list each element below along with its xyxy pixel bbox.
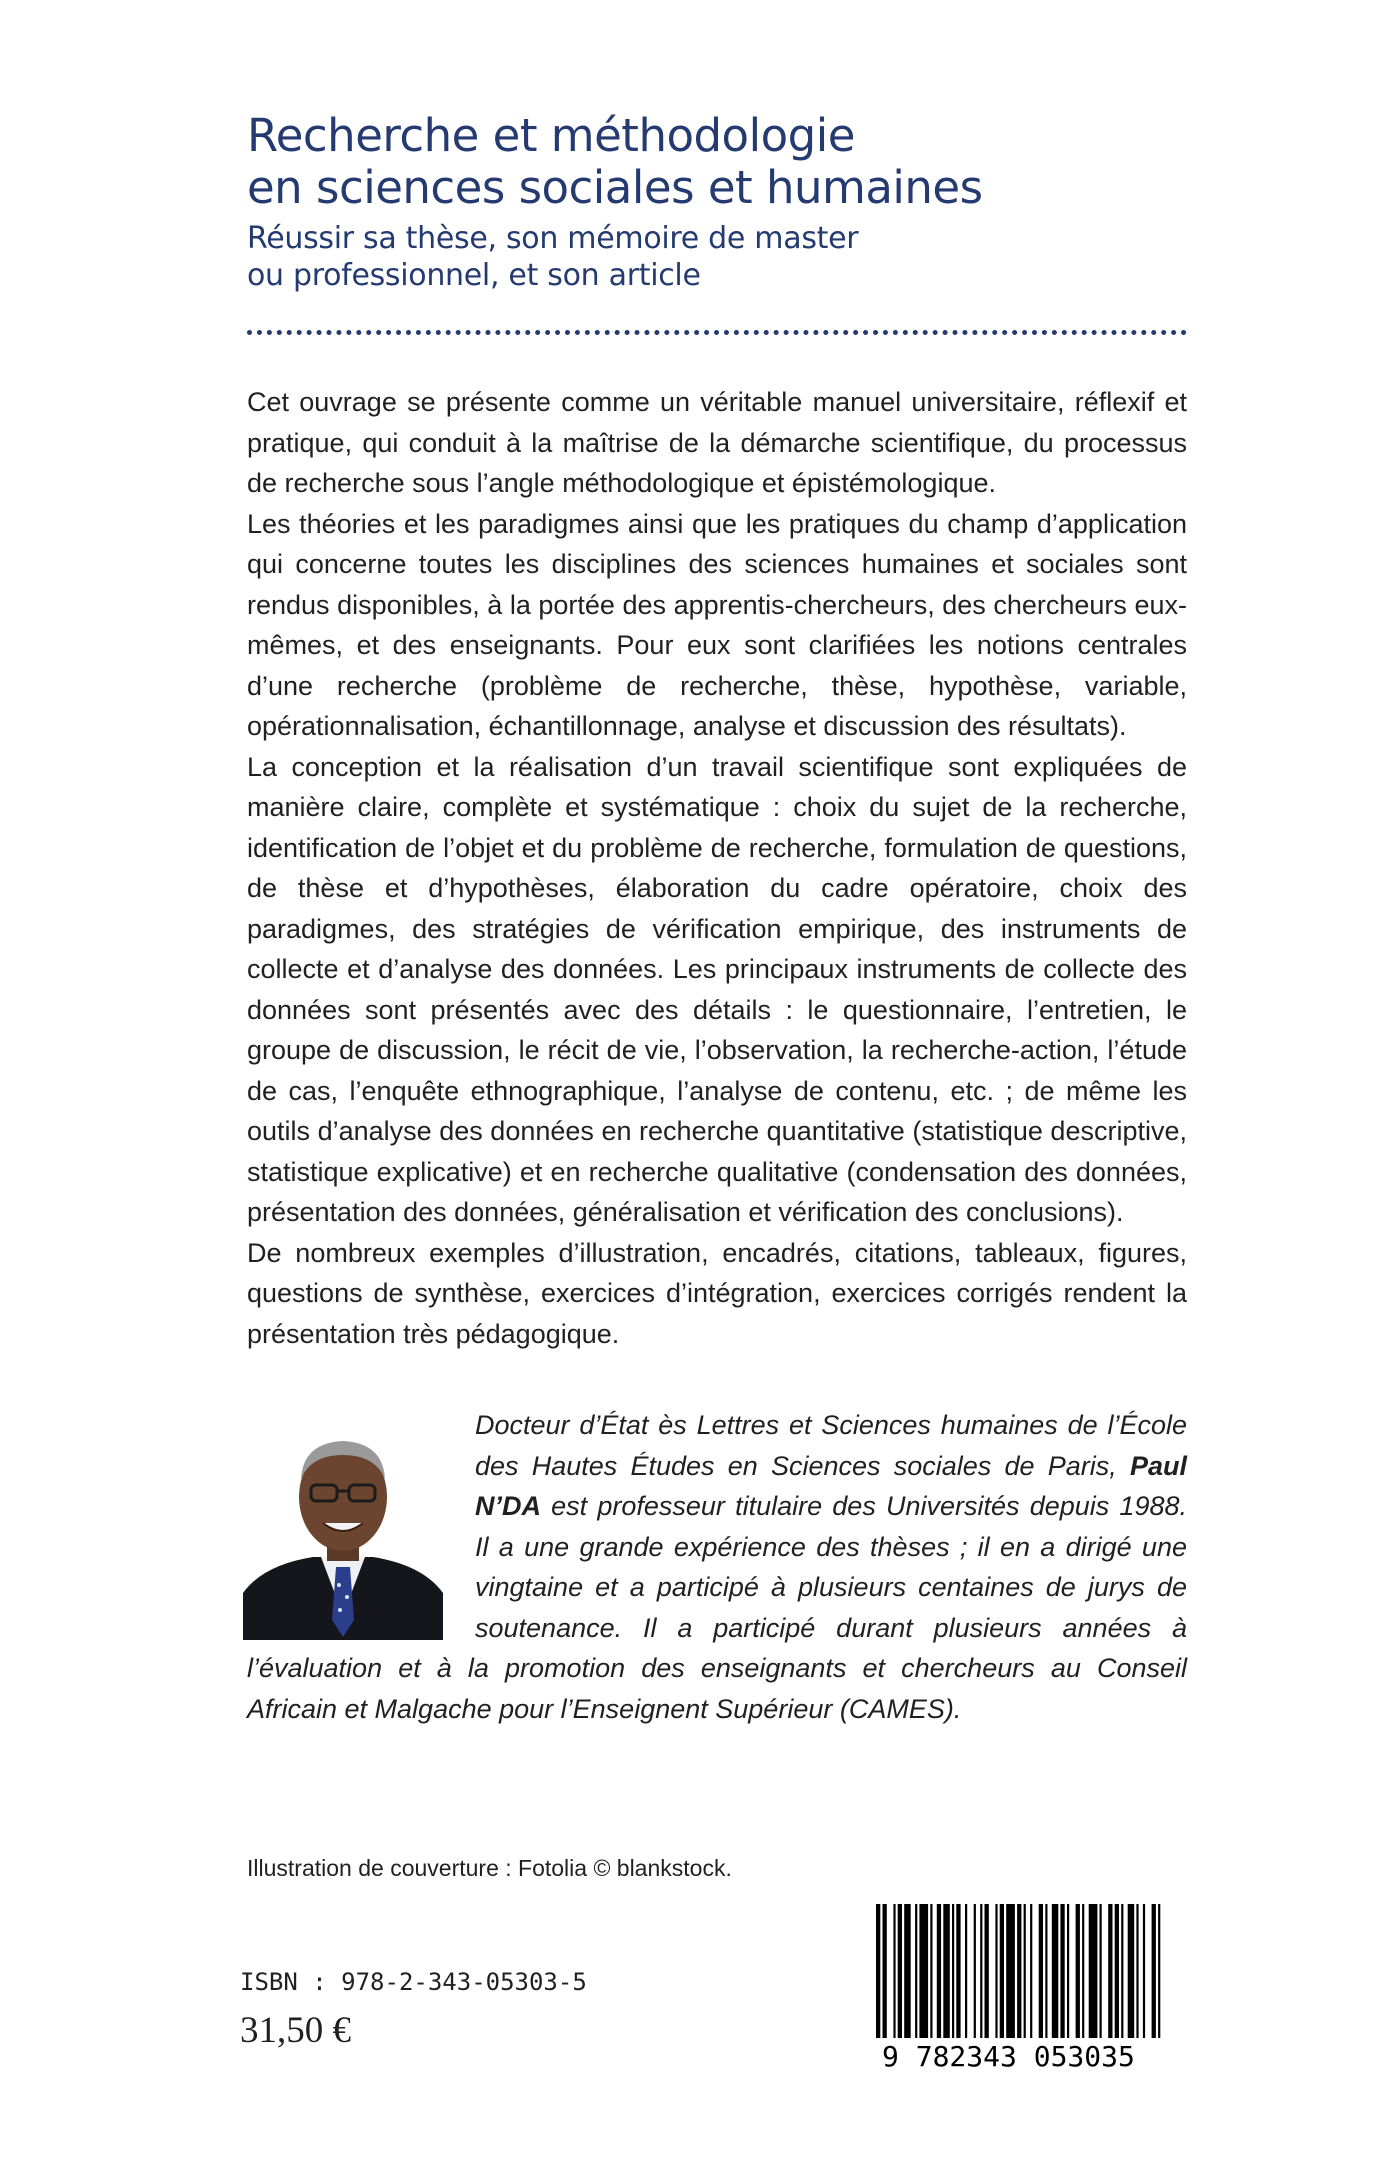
author-bio (247, 1405, 1187, 1729)
barcode-bar (904, 1904, 911, 2038)
description-paragraph: La conception et la réalisation d’un travail scientifique sont expliquées de manière claire, complète et systématique : choix du sujet de la recherche, identification de l’objet et du problème de recherche, formulation de questions, de thèse et d’hypothèses, élaboration du cadre opératoire, choix des paradigmes, des stratégies de vérification empirique, des instruments de collecte et d’analyse des données. Les principaux instruments de collecte des données sont présentés avec des détails : le questionnaire, l’entretien, le groupe de discussion, le récit de vie, l’observation, la recherche-action, l’étude de cas, l’enquête ethnographique, l’analyse de contenu, etc. ; de même les outils d’analyse des données en recherche quantitative (statistique descriptive, statistique explicative) et en recherche qualitative (condensation des données, présentation des données, généralisation et vérification des conclusions). (247, 751, 1187, 1227)
barcode-bar (1017, 1904, 1021, 2038)
description-paragraph: Cet ouvrage se présente comme un véritable manuel universitaire, réflexif et pratique, qui conduit à la maîtrise de la démarche scientifique, du processus de recherche sous l’angle méthodologique et épistémologique. (247, 387, 1187, 498)
title-block (247, 110, 1207, 294)
barcode-bar (1030, 1904, 1032, 2038)
book-subtitle (247, 220, 1207, 294)
description-paragraph: Les théories et les paradigmes ainsi que les pratiques du champ d’application qui concerne toutes les disciplines des sciences humaines et sociales sont rendus disponibles, à la portée des apprentis-chercheurs, des chercheurs eux-mêmes, et des enseignants. Pour eux sont clarifiées les notions centrales d’une recherche (problème de recherche, thèse, hypothèse, variable, opérationnalisation, échantillonnage, analyse et discussion des résultats). (247, 508, 1187, 741)
title-line-1: Recherche et méthodologie (247, 109, 855, 162)
subtitle-line-2: ou professionnel, et son article (247, 258, 701, 293)
barcode-bar (1067, 1904, 1069, 2038)
description-paragraph: De nombreux exemples d’illustration, encadrés, citations, tableaux, figures, questions de synthèse, exercices d’intégration, exercices corrigés rendent la présentation très pédagogique. (247, 1237, 1187, 1349)
barcode-bar (915, 1904, 917, 2038)
bio-part-2: est professeur titulaire des Universités depuis 1988. Il a une grande expérience des thèses ; il en a dirigé une vingtaine et a participé à plusieurs centaines de jurys de soutenance. Il a participé durant plusieurs années à l’évaluation et à la promotion des enseignants et chercheurs au Conseil Africain et Malgache pour l’Enseignent Supérieur (CAMES). (247, 1491, 1187, 1724)
barcode-bar (985, 1904, 989, 2038)
barcode-bar (876, 1904, 880, 2038)
barcode-bars (862, 1900, 1192, 2040)
barcode-bar (1136, 1904, 1138, 2038)
barcode-bar (1006, 1904, 1015, 2038)
barcode-bar (952, 1904, 954, 2038)
bio-part-1: Docteur d’État ès Lettres et Sciences humaines de l’École des Hautes Études en Sciences sociales de Paris, (475, 1410, 1187, 1481)
barcode-bar (943, 1904, 950, 2038)
barcode-bar (1100, 1904, 1102, 2038)
dotted-divider (247, 330, 1187, 335)
barcode-bar (1045, 1904, 1047, 2038)
barcode-bar (1024, 1904, 1026, 2038)
barcode-bar (930, 1904, 932, 2038)
barcode-bar (898, 1904, 902, 2038)
book-description (247, 382, 1187, 1354)
subtitle-line-1: Réussir sa thèse, son mémoire de master (247, 221, 859, 256)
barcode-bar (980, 1904, 982, 2038)
barcode-bar (1000, 1904, 1004, 2038)
photo-spacer (247, 1405, 475, 1648)
barcode-bar (1158, 1904, 1160, 2038)
price: 31,50 € (240, 2010, 351, 2051)
barcode-bar (1076, 1904, 1080, 2038)
barcode-bar (893, 1904, 895, 2038)
barcode-bar (1089, 1904, 1098, 2038)
barcode-bar (965, 1904, 967, 2038)
barcode-bar (1108, 1904, 1112, 2038)
barcode-bar (995, 1904, 997, 2038)
barcode-bar (1060, 1904, 1064, 2038)
barcode-bar (937, 1904, 941, 2038)
barcode-bar (919, 1904, 928, 2038)
author-name: Paul N’DA (475, 1450, 1187, 1521)
barcode-bar (974, 1904, 976, 2038)
barcode-bar (1115, 1904, 1119, 2038)
barcode-bar (956, 1904, 960, 2038)
cover-credit: Illustration de couverture : Fotolia © blankstock. (247, 1855, 732, 1881)
barcode-bar (1143, 1904, 1145, 2038)
barcode-bar (1152, 1904, 1156, 2038)
barcode-digits: 9 782343 053035 (882, 2040, 1135, 2073)
isbn: ISBN : 978-2-343-05303-5 (240, 1968, 587, 1996)
title-line-2: en sciences sociales et humaines (247, 161, 983, 214)
barcode-bar (1039, 1904, 1043, 2038)
barcode-bar (1128, 1904, 1135, 2038)
barcode-bar (1052, 1904, 1059, 2038)
barcode-bar (1121, 1904, 1123, 2038)
book-title (247, 110, 1207, 214)
barcode-bar (883, 1904, 887, 2038)
barcode-bar (1082, 1904, 1084, 2038)
